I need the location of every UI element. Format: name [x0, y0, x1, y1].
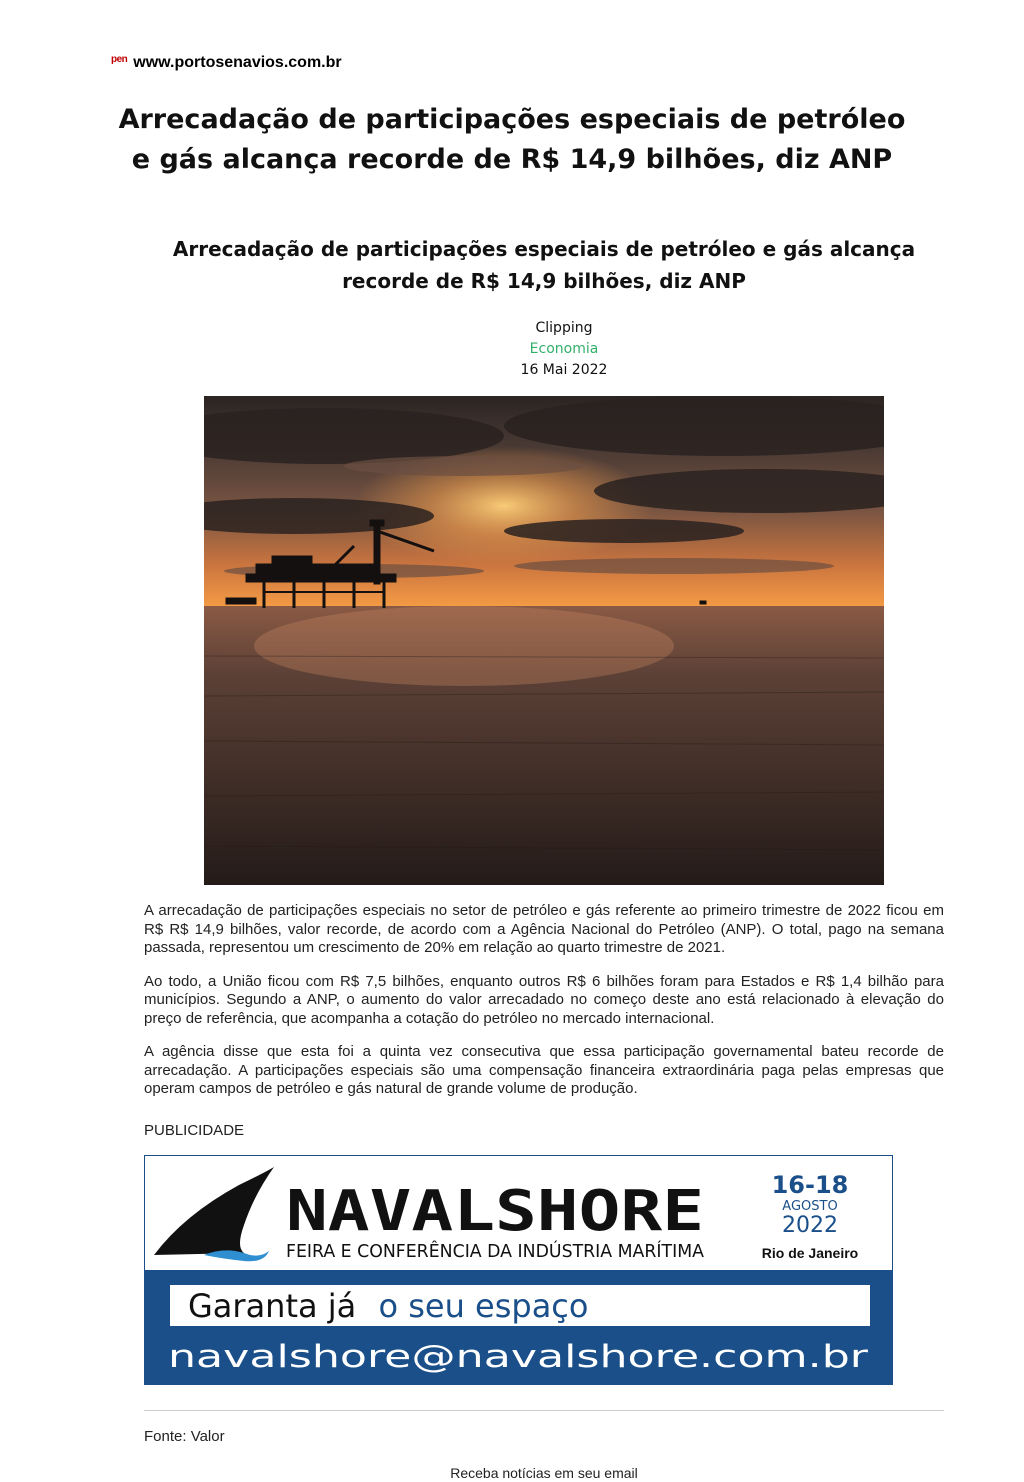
advertising-label: PUBLICIDADE [144, 1122, 245, 1139]
article-title-line-1: Arrecadação de participações especiais de petróleo e gás alcança [172, 237, 916, 261]
article-title-line-2: recorde de R$ 14,9 bilhões, diz ANP [342, 269, 746, 293]
article-category-link[interactable]: Economia [529, 341, 599, 357]
article-paragraph-3: A agência disse que esta foi a quinta vez consecutiva que essa participação governamental bateu recorde de arrecadação. A participações especiais são uma compensação financeira extraordinária paga pelas empresas que operam campos de petróleo e gás natural de grande volume de produção. [144, 1043, 944, 1097]
article-body [144, 902, 944, 1114]
article-date: 16 Mai 2022 [520, 362, 608, 378]
ad-month: AGOSTO [782, 1199, 838, 1214]
site-url[interactable]: www.portosenavios.com.br [133, 54, 342, 71]
ad-year: 2022 [782, 1213, 838, 1238]
ad-email-link[interactable]: navalshore@navalshore.com.br [168, 1339, 869, 1375]
ad-cta[interactable] [188, 1287, 588, 1325]
site-header [111, 54, 342, 72]
ad-city: Rio de Janeiro [761, 1245, 859, 1261]
site-logo[interactable]: pen [111, 54, 128, 65]
article-title [160, 233, 928, 297]
page-title [80, 100, 944, 180]
ad-dates: 16-18 [771, 1171, 849, 1199]
page-title-line-1: Arrecadação de participações especiais de petróleo [118, 104, 906, 135]
ad-brand: NAVALSHORE [286, 1179, 704, 1244]
article-source: Fonte: Valor [144, 1428, 225, 1445]
newsletter-link[interactable]: Receba notícias em seu email [450, 1465, 638, 1481]
ad-cta-part-1: Garanta já [188, 1287, 357, 1325]
navalshore-ad-banner[interactable] [144, 1155, 893, 1385]
page-title-line-2: e gás alcança recorde de R$ 14,9 bilhões, diz ANP [131, 144, 893, 175]
article-paragraph-1: A arrecadação de participações especiais no setor de petróleo e gás referente ao primeiro trimestre de 2022 ficou em R$ R$ 14,9 bilhões, valor recorde, de acordo com a Agência Nacional do Petróleo (ANP). O total, pago na semana passada, representou um crescimento de 20% em relação ao quarto trimestre de 2021. [144, 902, 944, 956]
footer-divider [144, 1410, 944, 1411]
article-paragraph-2: Ao todo, a União ficou com R$ 7,5 bilhões, enquanto outros R$ 6 bilhões foram para Estados e R$ 1,4 bilhão para municípios. Segundo a ANP, o aumento do valor arrecadado no começo deste ano está relacionado à elevação do preço de referência, que acompanha a cotação do petróleo no mercado internacional. [144, 972, 944, 1027]
article-section: Clipping [535, 320, 593, 336]
article-photo-oil-platform-sunset [204, 396, 884, 885]
ad-cta-part-2: o seu espaço [378, 1287, 589, 1325]
ad-tagline: FEIRA E CONFERÊNCIA DA INDÚSTRIA MARÍTIMA [286, 1241, 721, 1262]
